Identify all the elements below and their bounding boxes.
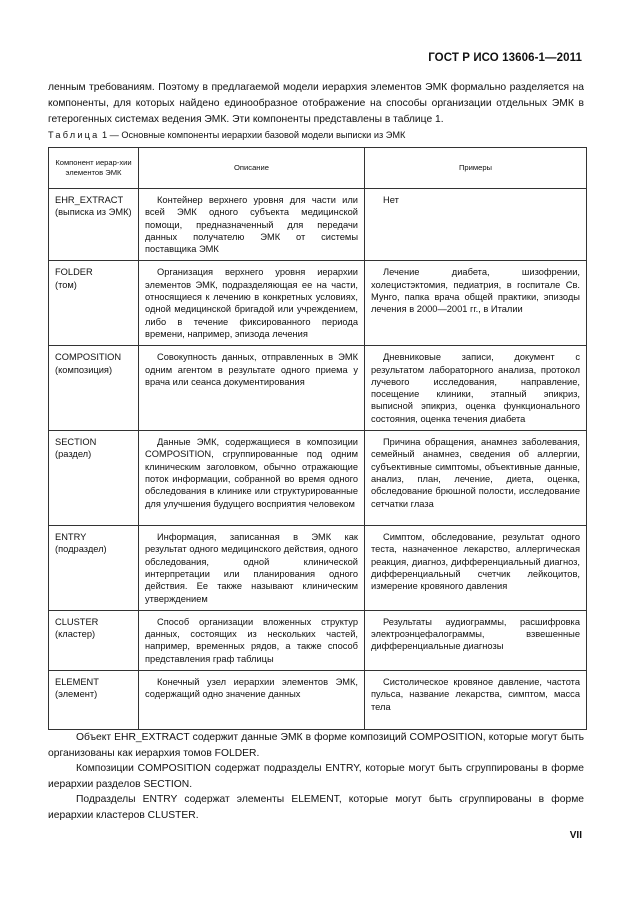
component-name: ELEMENT [55, 677, 99, 688]
body-text [48, 730, 584, 823]
description-cell: Способ организации вложенных структур данных, состоящих из нескольких частей, например, временных рядов, а также способ представления граф таблицы [139, 610, 365, 670]
page-number: VII [569, 830, 582, 841]
intro-text: ленным требованиям. Поэтому в предлагаемой модели иерархия элементов ЭМК формально разделяется на компоненты, для которых найдено единообразное отображение на способы организации отдельных ЭМК в гетерогенных системах ведения ЭМК. Эти компоненты представлены в таблице 1. [48, 82, 584, 125]
table-row [49, 671, 587, 730]
header-examples: Примеры [365, 148, 587, 189]
component-translation: (элемент) [55, 689, 98, 700]
table-row [49, 610, 587, 670]
component-cell [49, 610, 139, 670]
examples-cell: Лечение диабета, шизофрении, холецистэктомия, педиатрия, в госпитале Св. Мунго, папка врача общей практики, эпизоды лечения в 2000—2001 гг., в Италии [365, 261, 587, 346]
component-translation: (раздел) [55, 449, 92, 460]
table-caption [48, 130, 588, 140]
standard-header: ГОСТ Р ИСО 13606-1—2011 [428, 52, 582, 64]
table-row [49, 261, 587, 346]
description-cell: Данные ЭМК, содержащиеся в композиции COMPOSITION, сгруппированные под одним клиническим заголовком, обычно отражающие поток информации, собранной во время одного обследования в клинике или структурированные для улучшения будущего восприятия человеком [139, 431, 365, 526]
examples-cell: Симптом, обследование, результат одного теста, назначенное лекарство, аллергическая реакция, диагноз, дифференциальный диагноз, дифференциальный счетчик лейкоцитов, измерение кровяного давления [365, 526, 587, 611]
component-translation: (кластер) [55, 629, 96, 640]
table-row [49, 346, 587, 431]
description-cell: Совокупность данных, отправленных в ЭМК одним агентом в результате одного приема у врача или сеанса документирования [139, 346, 365, 431]
component-cell [49, 671, 139, 730]
paragraph: Композиции COMPOSITION содержат подразделы ENTRY, которые могут быть сгруппированы в форме иерархии разделов SECTION. [48, 763, 584, 790]
intro-paragraph [48, 80, 584, 128]
header-description: Описание [139, 148, 365, 189]
caption-text: 1 — Основные компоненты иерархии базовой модели выписки из ЭМК [102, 130, 406, 140]
component-translation: (том) [55, 279, 77, 290]
component-cell [49, 261, 139, 346]
component-cell [49, 346, 139, 431]
caption-label: Таблица [48, 130, 100, 140]
component-name: CLUSTER [55, 616, 99, 627]
description-cell: Контейнер верхнего уровня для части или всей ЭМК одного субъекта медицинской помощи, предназначенный для передачи данных получателю ЭМК от системы поставщика ЭМК [139, 189, 365, 261]
component-cell [49, 431, 139, 526]
component-cell [49, 189, 139, 261]
table-row [49, 189, 587, 261]
paragraph: Объект EHR_EXTRACT содержит данные ЭМК в форме композиций COMPOSITION, которые могут быть организованы как иерархия томов FOLDER. [48, 732, 584, 759]
description-cell: Информация, записанная в ЭМК как результат одного медицинского действия, одного обследования, одной клинической интерпретации или планирования одного действия. Ее также называют клиническим утверждением [139, 526, 365, 611]
header-component: Компонент иерар-хии элементов ЭМК [49, 148, 139, 189]
examples-cell: Причина обращения, анамнез заболевания, семейный анамнез, сведения об аллергии, субъективные симптомы, объективные данные, анализ, план, лечение, диета, оценка, обследование брюшной полости, исследование сетчатки глаза [365, 431, 587, 526]
component-translation: (выписка из ЭМК) [55, 207, 132, 218]
table-row [49, 431, 587, 526]
table-row [49, 526, 587, 611]
table-header-row [49, 148, 587, 189]
examples-cell: Нет [365, 189, 587, 261]
components-table [48, 147, 587, 730]
paragraph: Подразделы ENTRY содержат элементы ELEMENT, которые могут быть сгруппированы в форме иерархии кластеров CLUSTER. [48, 794, 584, 821]
component-name: ENTRY [55, 532, 87, 543]
component-name: FOLDER [55, 267, 93, 278]
examples-cell: Дневниковые записи, документ с результатом лабораторного анализа, протокол лучевого исследования, направление, посещение клиники, этапный эпикриз, выписной эпикриз, оценка функционального состояния, оценка течения диабета [365, 346, 587, 431]
examples-cell: Систолическое кровяное давление, частота пульса, название лекарства, симптом, масса тела [365, 671, 587, 730]
component-translation: (композиция) [55, 364, 113, 375]
component-name: COMPOSITION [55, 352, 122, 363]
component-name: SECTION [55, 437, 97, 448]
component-translation: (подраздел) [55, 544, 107, 555]
component-name: EHR_EXTRACT [55, 195, 124, 205]
description-cell: Конечный узел иерархии элементов ЭМК, содержащий одно значение данных [139, 671, 365, 730]
description-cell: Организация верхнего уровня иерархии элементов ЭМК, подразделяющая ее на части, относящиеся к лечению в конкретных условиях, одной медицинской бригадой или учреждением, либо в течение фиксированного периода времени, например, эпизода лечения [139, 261, 365, 346]
component-cell [49, 526, 139, 611]
examples-cell: Результаты аудиограммы, расшифровка электроэнцефалограммы, взвешенные дифференциальные диагнозы [365, 610, 587, 670]
